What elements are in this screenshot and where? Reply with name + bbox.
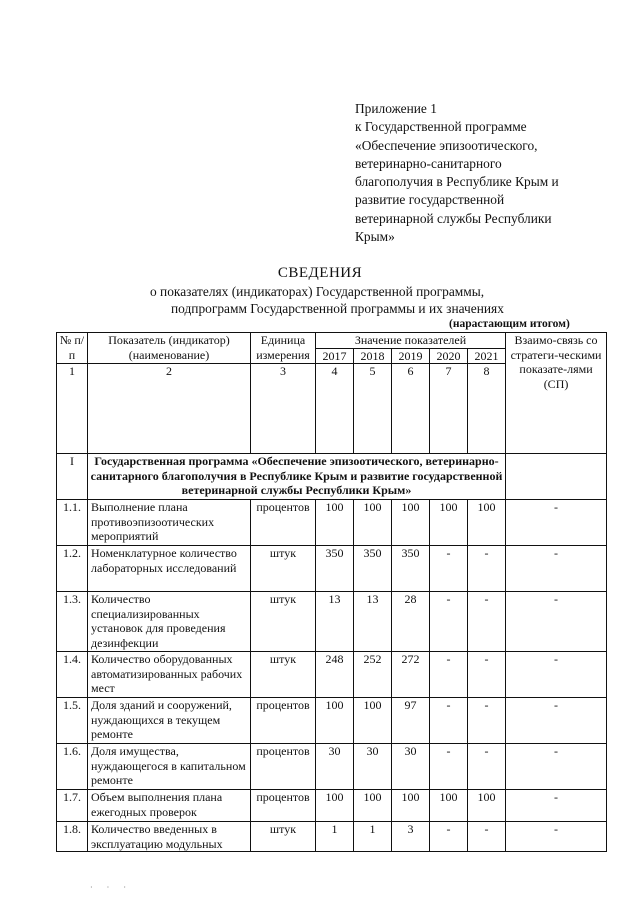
row-value-2017: 13 [316, 592, 354, 652]
table-row [57, 592, 607, 652]
header-num: № п/п [57, 333, 88, 364]
row-num: 1.3. [57, 592, 88, 652]
col-number: 1 [57, 364, 88, 454]
row-value-2019: 272 [392, 652, 430, 698]
row-unit: штук [251, 822, 316, 852]
row-value-2019: 100 [392, 500, 430, 546]
col-number: 2 [88, 364, 251, 454]
row-value-2021: 100 [468, 500, 506, 546]
table-row [57, 698, 607, 744]
row-sp-link: - [506, 500, 607, 546]
table-row [57, 500, 607, 546]
col-number: 4 [316, 364, 354, 454]
document-subtitle-line1: о показателях (индикаторах) Государственной программы, [150, 284, 485, 299]
row-num: 1.8. [57, 822, 88, 852]
row-value-2021: - [468, 546, 506, 592]
row-value-2018: 100 [354, 698, 392, 744]
row-value-2017: 1 [316, 822, 354, 852]
header-values: Значение показателей [316, 333, 506, 349]
appendix-line: Приложение 1 [355, 101, 437, 116]
appendix-line: ветеринарной службы Республики [355, 210, 552, 226]
row-value-2017: 350 [316, 546, 354, 592]
row-value-2020: 100 [430, 790, 468, 822]
header-indicator: Показатель (индикатор) (наименование) [88, 333, 251, 364]
row-unit: штук [251, 652, 316, 698]
year-cell: 2017 [316, 348, 354, 364]
row-value-2017: 100 [316, 698, 354, 744]
document-title: СВЕДЕНИЯ [277, 265, 363, 281]
row-value-2019: 100 [392, 790, 430, 822]
row-num: 1.5. [57, 698, 88, 744]
row-sp-link: - [506, 592, 607, 652]
appendix-line: благополучия в Республике Крым и [355, 174, 559, 190]
row-value-2018: 30 [354, 744, 392, 790]
row-sp-link: - [506, 546, 607, 592]
row-value-2020: - [430, 546, 468, 592]
row-value-2021: - [468, 652, 506, 698]
row-value-2019: 3 [392, 822, 430, 852]
row-value-2019: 30 [392, 744, 430, 790]
program-empty-cell [506, 454, 607, 500]
row-sp-link: - [506, 790, 607, 822]
row-num: 1.7. [57, 790, 88, 822]
row-value-2018: 350 [354, 546, 392, 592]
row-value-2021: - [468, 592, 506, 652]
row-indicator-name: Номенклатурное количество лабораторных исследований [88, 546, 251, 592]
row-unit: процентов [251, 500, 316, 546]
row-value-2021: 100 [468, 790, 506, 822]
row-value-2021: - [468, 698, 506, 744]
row-value-2017: 30 [316, 744, 354, 790]
appendix-line: ветеринарно-санитарного [355, 155, 502, 171]
row-value-2019: 97 [392, 698, 430, 744]
col-number: 3 [251, 364, 316, 454]
row-unit: штук [251, 546, 316, 592]
table-row [57, 790, 607, 822]
row-value-2021: - [468, 822, 506, 852]
row-value-2020: 100 [430, 500, 468, 546]
row-sp-link: - [506, 822, 607, 852]
row-value-2020: - [430, 652, 468, 698]
program-row [57, 454, 607, 500]
page-footer-marks: · · · [90, 883, 132, 892]
row-value-2021: - [468, 744, 506, 790]
header-row [57, 333, 607, 349]
appendix-line: развитие государственной [355, 192, 505, 208]
year-cell: 2019 [392, 348, 430, 364]
indicators-table [56, 332, 607, 852]
table-row [57, 822, 607, 852]
row-indicator-name: Количество введенных в эксплуатацию модульных [88, 822, 251, 852]
row-num: 1.6. [57, 744, 88, 790]
cumulative-note: (нарастающим итогом) [449, 318, 570, 330]
col-number: 8 [468, 364, 506, 454]
program-num: I [57, 454, 88, 500]
row-value-2018: 100 [354, 500, 392, 546]
year-cell: 2020 [430, 348, 468, 364]
row-value-2020: - [430, 744, 468, 790]
row-value-2020: - [430, 698, 468, 744]
appendix-line: Крым» [355, 229, 395, 245]
header-sp-link: Взаимо-связь со стратеги-ческими показате-лями (СП) [506, 333, 607, 454]
table-row [57, 546, 607, 592]
row-num: 1.1. [57, 500, 88, 546]
row-value-2020: - [430, 592, 468, 652]
row-unit: процентов [251, 744, 316, 790]
row-num: 1.4. [57, 652, 88, 698]
table-body [57, 333, 607, 852]
row-unit: процентов [251, 790, 316, 822]
year-cell: 2021 [468, 348, 506, 364]
appendix-line: к Государственной программе [355, 119, 527, 135]
row-unit: процентов [251, 698, 316, 744]
row-sp-link: - [506, 698, 607, 744]
table-row [57, 744, 607, 790]
appendix-block [355, 100, 625, 246]
row-indicator-name: Объем выполнения плана ежегодных проверок [88, 790, 251, 822]
row-value-2019: 28 [392, 592, 430, 652]
document-subtitle-line2: подпрограмм Государственной программы и их значениях [171, 301, 504, 316]
col-number: 6 [392, 364, 430, 454]
row-sp-link: - [506, 744, 607, 790]
row-sp-link: - [506, 652, 607, 698]
header-unit: Единица измерения [251, 333, 316, 364]
row-indicator-name: Количество оборудованных автоматизированных рабочих мест [88, 652, 251, 698]
table-row [57, 652, 607, 698]
row-unit: штук [251, 592, 316, 652]
row-indicator-name: Доля зданий и сооружений, нуждающихся в текущем ремонте [88, 698, 251, 744]
row-value-2018: 13 [354, 592, 392, 652]
row-indicator-name: Выполнение плана противоэпизоотических мероприятий [88, 500, 251, 546]
row-value-2019: 350 [392, 546, 430, 592]
row-value-2018: 252 [354, 652, 392, 698]
row-num: 1.2. [57, 546, 88, 592]
col-number: 7 [430, 364, 468, 454]
appendix-line: «Обеспечение эпизоотического, [355, 137, 538, 153]
row-value-2017: 248 [316, 652, 354, 698]
row-value-2020: - [430, 822, 468, 852]
row-value-2017: 100 [316, 790, 354, 822]
row-indicator-name: Доля имущества, нуждающегося в капитальном ремонте [88, 744, 251, 790]
row-value-2018: 1 [354, 822, 392, 852]
year-cell: 2018 [354, 348, 392, 364]
row-value-2017: 100 [316, 500, 354, 546]
row-value-2018: 100 [354, 790, 392, 822]
row-indicator-name: Количество специализированных установок для проведения дезинфекции [88, 592, 251, 652]
program-title: Государственная программа «Обеспечение эпизоотического, ветеринарно-санитарного благополучия в Республике Крым и развитие государственной ветеринарной службы Республики Крым» [88, 454, 506, 500]
col-number: 5 [354, 364, 392, 454]
